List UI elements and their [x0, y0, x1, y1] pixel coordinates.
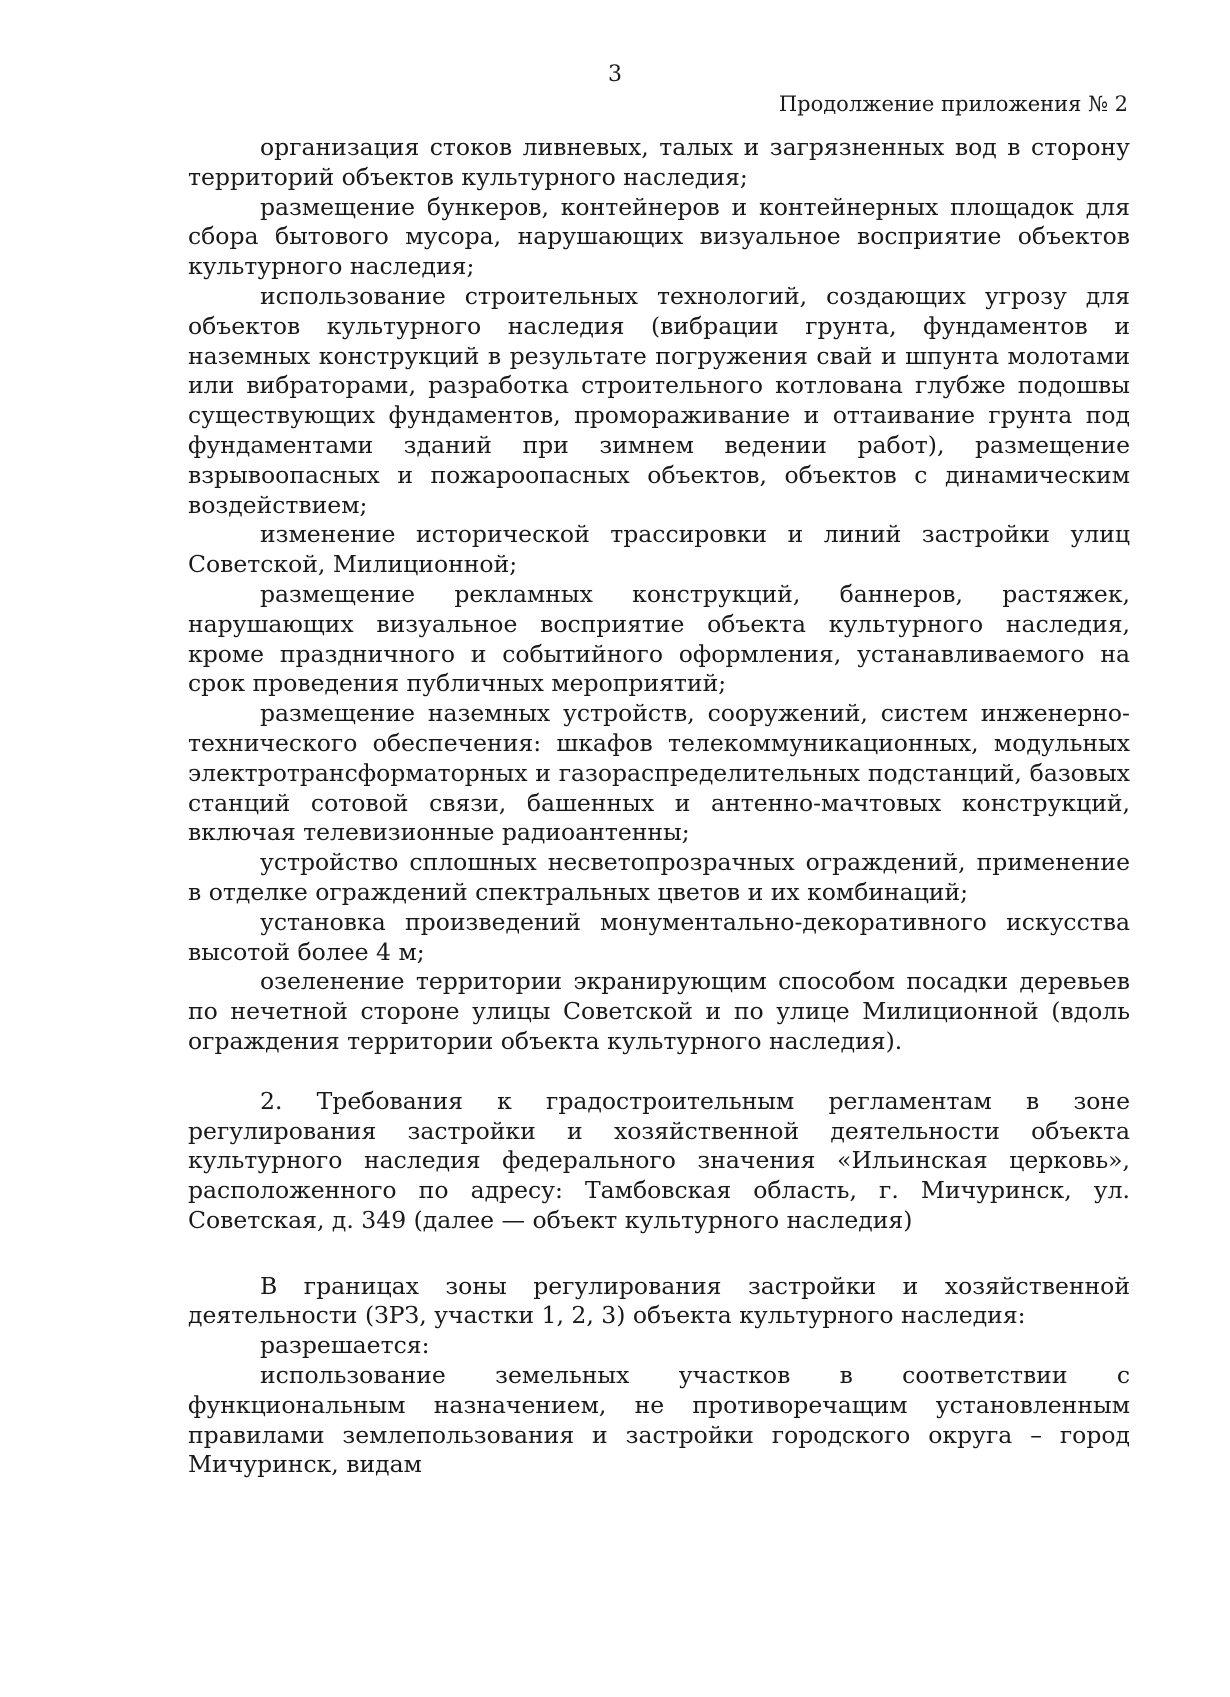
- zone-intro-paragraph: В границах зоны регулирования застройки и хозяйственной деятельности (ЗРЗ, участки 1, 2, 3) объекта культурного наследия:: [188, 1271, 1130, 1330]
- allowed-label: разрешается:: [260, 1331, 430, 1360]
- paragraph-fences: устройство сплошных несветопрозрачных ограждений, применение в отделке ограждений спектральных цветов и их комбинаций;: [188, 848, 1130, 906]
- paragraph-landscaping: озеленение территории экранирующим способом посадки деревьев по нечетной стороне улицы Советской и по улице Милиционной (вдоль ограждения территории объекта культурного наследия).: [188, 967, 1130, 1055]
- document-body: [188, 133, 1130, 1479]
- paragraph-drainage: организация стоков ливневых, талых и загрязненных вод в сторону территорий объектов культурного наследия;: [188, 133, 1130, 191]
- appendix-continuation-note: Продолжение приложения № 2: [778, 92, 1128, 116]
- paragraph-engineering-devices: размещение наземных устройств, сооружений, систем инженерно-технического обеспечения: шкафов телекоммуникационных, модульных электротрансформаторных и газораспределительных подстанций, базовых станций сотовой связи, башенных и антенно-мачтовых конструкций, включая телевизионные радиоантенны;: [188, 699, 1130, 847]
- paragraph-construction-technologies: использование строительных технологий, создающих угрозу для объектов культурного наследия (вибрации грунта, фундаментов и наземных конструкций в результате погружения свай и шпунта молотами или вибраторами, разработка строительного котлована глубже подошвы существующих фундаментов, промораживание и оттаивание грунта под фундаментами зданий при зимнем ведении работ), размещение взрывоопасных и пожароопасных объектов, объектов с динамическим воздействием;: [188, 281, 1130, 519]
- paragraph-garbage-containers: размещение бункеров, контейнеров и контейнерных площадок для сбора бытового мусора, нарушающих визуальное восприятие объектов культурного наследия;: [188, 192, 1130, 281]
- paragraph-monumental-art: установка произведений монументально-декоративного искусства высотой более 4 м;: [188, 907, 1130, 966]
- paragraph-advertising: размещение рекламных конструкций, баннеров, растяжек, нарушающих визуальное восприятие объекта культурного наследия, кроме праздничного и событийного оформления, устанавливаемого на срок проведения публичных мероприятий;: [188, 579, 1130, 698]
- paragraph-street-alignment: изменение исторической трассировки и линий застройки улиц Советской, Милиционной;: [188, 520, 1130, 579]
- section-2-heading: 2. Требования к градостроительным регламентам в зоне регулирования застройки и хозяйственной деятельности объекта культурного наследия федерального значения «Ильинская церковь», расположенного по адресу: Тамбовская область, г. Мичуринск, ул. Советская, д. 349 (далее — объект культурного наследия): [188, 1086, 1130, 1234]
- page-number: 3: [608, 62, 622, 87]
- land-use-paragraph: использование земельных участков в соответствии с функциональным назначением, не противоречащим установленным правилами землепользования и застройки городского округа – город Мичуринск, видам: [188, 1361, 1130, 1479]
